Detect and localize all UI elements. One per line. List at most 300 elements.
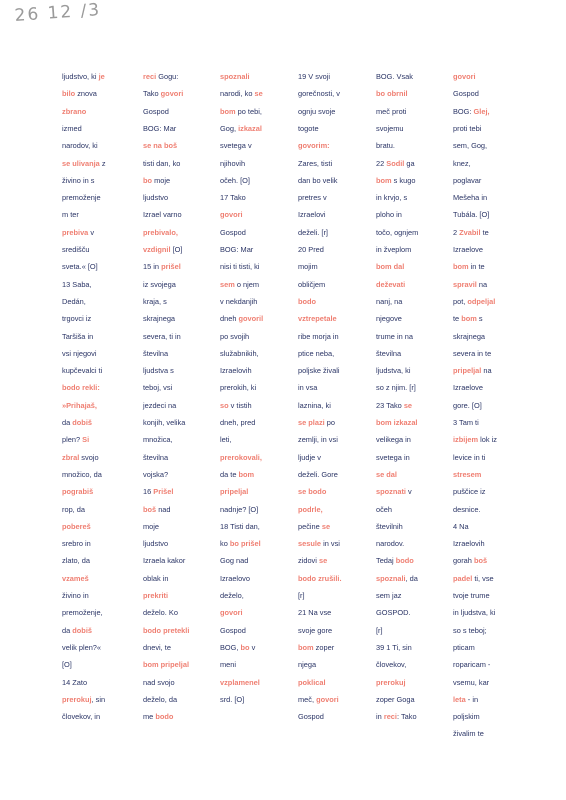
text-line	[62, 141, 98, 150]
word: sem jaz	[376, 591, 402, 600]
text-line	[143, 418, 185, 427]
word: BOG: Mar	[143, 123, 177, 133]
text-line	[143, 591, 168, 600]
highlighted-word: bom dal	[376, 262, 405, 272]
text-line	[143, 401, 176, 410]
word: po	[324, 418, 335, 427]
word: Gogu:	[156, 72, 179, 81]
word: svoje gore	[298, 625, 333, 635]
word: Izrael varno	[143, 210, 182, 220]
word: človekov, in	[62, 712, 101, 722]
word: v	[249, 642, 256, 652]
highlighted-word: Zvabil	[459, 227, 481, 237]
text-line	[453, 660, 490, 669]
word: deželo,	[220, 591, 244, 600]
text-line	[143, 660, 189, 669]
text-line	[453, 729, 484, 738]
word: številna	[143, 348, 169, 358]
word: velik plen?«	[62, 642, 102, 652]
text-line	[453, 505, 481, 514]
word: Gog nad	[220, 556, 249, 566]
text-line	[453, 539, 485, 548]
text-line	[298, 712, 324, 721]
text-line	[220, 245, 253, 254]
text-line	[453, 695, 478, 704]
word: njega	[298, 660, 317, 670]
word: moje	[152, 175, 171, 185]
text-line	[376, 591, 401, 600]
word: o njem	[234, 279, 260, 289]
word: Izraelovo	[220, 573, 250, 583]
highlighted-word: bom	[220, 106, 236, 116]
text-line	[376, 660, 406, 669]
word: pečine	[298, 521, 322, 531]
highlighted-word: leta	[453, 694, 466, 704]
highlighted-word: bo	[240, 642, 250, 652]
text-line	[298, 176, 337, 185]
word: pot,	[453, 296, 468, 306]
text-line	[453, 314, 483, 323]
word: levice in ti	[453, 452, 486, 462]
text-line	[143, 695, 177, 704]
highlighted-word: vzdignil	[143, 245, 171, 254]
highlighted-word: stresem	[453, 469, 482, 479]
word: meč proti	[376, 106, 407, 116]
text-line	[143, 574, 168, 583]
text-line	[376, 626, 383, 635]
text-line	[220, 383, 256, 392]
word: te	[453, 314, 462, 324]
text-line	[376, 401, 412, 410]
word: s	[476, 314, 483, 324]
text-line	[220, 505, 258, 514]
highlighted-word: spoznali	[220, 72, 250, 81]
text-line	[143, 89, 183, 98]
text-line	[453, 678, 489, 687]
word: ljudje v	[298, 452, 322, 462]
word: pticam	[453, 642, 475, 652]
word: in krvjo, s	[376, 193, 408, 203]
word: gorah	[453, 556, 474, 566]
text-line	[298, 141, 330, 150]
highlighted-word: se	[318, 556, 328, 566]
highlighted-word: pripeljal	[453, 366, 482, 376]
word: Izraelove	[453, 245, 483, 254]
word: ognju svoje	[298, 106, 336, 116]
word: me	[143, 712, 156, 722]
text-line	[62, 626, 92, 635]
word: da	[62, 625, 73, 635]
word: nanj, na	[376, 296, 403, 306]
word: [r]	[376, 625, 383, 635]
word: - in	[465, 694, 479, 704]
word: po svojih	[220, 331, 250, 341]
highlighted-word: bom pripeljal	[143, 660, 189, 670]
highlighted-word: »Prihajaš,	[62, 400, 97, 410]
word: tisti dan, ko	[143, 158, 181, 168]
word: očeh. [O]	[220, 175, 250, 185]
word: zoper	[313, 642, 335, 652]
text-line	[376, 712, 417, 721]
word: 4 Na	[453, 521, 469, 531]
text-line	[62, 245, 90, 254]
word: premoženje	[62, 193, 101, 203]
text-line	[376, 643, 412, 652]
word: nadnje? [O]	[220, 504, 259, 514]
text-line	[376, 297, 402, 306]
word: skrajnega	[453, 331, 486, 341]
word: svojemu	[376, 123, 404, 133]
highlighted-word: zbral	[62, 452, 80, 462]
text-line	[220, 418, 255, 427]
text-line	[376, 210, 402, 219]
text-line	[376, 245, 411, 254]
highlighted-word: prišel	[161, 262, 181, 272]
word: ribe morja in	[298, 331, 339, 341]
text-line	[62, 262, 98, 271]
word: BOG:	[453, 106, 474, 116]
text-line	[143, 262, 181, 271]
word: 2	[453, 227, 460, 237]
text-line	[143, 176, 170, 185]
word: Gospod	[453, 89, 479, 99]
word: narodov, ki	[62, 141, 98, 151]
text-line	[376, 470, 397, 479]
highlighted-word: se dal	[376, 469, 397, 479]
word: poljskim	[453, 712, 480, 722]
word: laznina, ki	[298, 400, 331, 410]
text-line	[62, 539, 91, 548]
word: [r]	[298, 591, 305, 600]
word: 13 Saba,	[62, 279, 92, 289]
text-line	[220, 349, 259, 358]
word: vsi njegovi	[62, 348, 97, 358]
highlighted-word: se	[321, 521, 331, 531]
word: BOG. Vsak	[376, 72, 413, 81]
text-line	[220, 660, 236, 669]
text-line	[298, 228, 328, 237]
highlighted-word: govori	[220, 210, 243, 220]
word: s kugo	[391, 175, 416, 185]
word: proti tebi	[453, 123, 482, 133]
word: da	[62, 418, 73, 427]
text-line	[453, 107, 490, 116]
highlighted-word: vzameš	[62, 573, 89, 583]
text-line	[143, 505, 171, 514]
highlighted-word: zbrano	[62, 106, 87, 116]
word: trume in na	[376, 331, 413, 341]
highlighted-word: se ulivanja	[62, 158, 100, 168]
word: teboj, vsi	[143, 383, 173, 393]
text-line	[376, 435, 411, 444]
word: očeh	[376, 504, 393, 514]
word: in vsa	[298, 383, 318, 393]
highlighted-word: Si	[82, 435, 90, 445]
word: poglavar	[453, 175, 482, 185]
text-line	[220, 314, 263, 323]
text-line	[376, 695, 415, 704]
highlighted-word: deževati	[376, 279, 406, 289]
word: Zares, tisti	[298, 158, 333, 168]
text-line	[220, 435, 232, 444]
text-line	[376, 522, 403, 531]
text-line	[220, 280, 259, 289]
text-line	[453, 487, 485, 496]
word: v	[405, 487, 412, 497]
highlighted-word: sem	[220, 279, 235, 289]
text-line	[220, 297, 257, 306]
text-line	[143, 366, 174, 375]
word: bratu.	[376, 141, 395, 151]
text-line	[62, 72, 105, 81]
text-line	[376, 332, 413, 341]
text-line	[220, 89, 263, 98]
highlighted-word: boš	[473, 556, 488, 566]
highlighted-word: prerokovali,	[220, 452, 262, 462]
text-line	[143, 193, 168, 202]
highlighted-word: vztrepetale	[298, 314, 337, 324]
word: dnevi, te	[143, 642, 171, 652]
word: 39 1 Ti, sin	[376, 642, 412, 652]
word: Mešeha in	[453, 193, 488, 203]
word: obličjem	[298, 279, 326, 289]
highlighted-word: govoril	[238, 314, 264, 324]
word: njihovih	[220, 158, 246, 168]
highlighted-word: padel	[453, 573, 473, 583]
word: množica,	[143, 435, 173, 445]
word: Tako	[143, 89, 161, 99]
word: konjih, velika	[143, 418, 186, 427]
word: svojo	[79, 452, 99, 462]
word: njegove	[376, 314, 402, 324]
word: leti,	[220, 435, 232, 445]
word: meni	[220, 660, 237, 670]
highlighted-word: dobiš	[72, 625, 92, 635]
word: Izraelovi	[298, 210, 326, 220]
text-line	[143, 107, 169, 116]
text-line	[298, 280, 325, 289]
word: [O]	[170, 245, 183, 254]
word: mojim	[298, 262, 318, 272]
text-line	[298, 435, 338, 444]
text-line	[62, 678, 87, 687]
text-line	[220, 141, 252, 150]
highlighted-word: prerokuj	[376, 677, 406, 687]
word: premoženje,	[62, 608, 103, 618]
highlighted-word: sesule	[298, 539, 322, 549]
text-line	[62, 280, 92, 289]
highlighted-word: se	[254, 89, 263, 99]
text-line	[376, 678, 406, 687]
text-line	[453, 210, 489, 219]
word: točo, ognjem	[376, 227, 419, 237]
text-line	[376, 193, 407, 202]
text-line	[453, 280, 487, 289]
highlighted-word: govori	[453, 72, 476, 81]
text-line	[143, 539, 168, 548]
highlighted-word: Sodil	[386, 158, 405, 168]
word: Gospod	[220, 227, 246, 237]
text-line	[376, 487, 412, 496]
text-line	[143, 608, 178, 617]
text-line	[453, 176, 481, 185]
text-line	[143, 159, 180, 168]
text-line	[376, 556, 414, 565]
word: m ter	[62, 210, 79, 220]
text-line	[298, 193, 327, 202]
word: vojska?	[143, 469, 169, 479]
word: pretres v	[298, 193, 327, 203]
text-line	[143, 435, 173, 444]
highlighted-word: izbijem	[453, 435, 479, 445]
text-line	[376, 141, 395, 150]
text-line	[62, 591, 89, 600]
text-line	[143, 314, 175, 323]
word: puščice iz	[453, 487, 486, 497]
word: in vsi	[321, 539, 340, 549]
text-line	[298, 539, 340, 548]
text-line	[453, 245, 483, 254]
text-line	[62, 487, 93, 496]
text-line	[220, 193, 246, 202]
highlighted-word: govori	[220, 608, 243, 618]
text-line	[298, 124, 319, 133]
word: 21 Na vse	[298, 608, 332, 618]
word: Gospod	[220, 625, 246, 635]
text-line	[298, 383, 317, 392]
highlighted-word: Glej,	[473, 106, 490, 116]
text-line	[143, 643, 171, 652]
text-line	[298, 332, 339, 341]
word: znova	[75, 89, 97, 99]
text-line	[298, 366, 340, 375]
text-line	[143, 453, 168, 462]
text-line	[62, 712, 100, 721]
word: plen?	[62, 435, 83, 445]
word: dneh	[220, 314, 239, 324]
text-line	[298, 660, 316, 669]
text-line	[220, 228, 246, 237]
text-line	[220, 262, 259, 271]
word: nad svojo	[143, 677, 175, 687]
word: številna	[143, 452, 169, 462]
highlighted-word: prekriti	[143, 591, 169, 600]
text-line	[62, 608, 103, 617]
text-line	[376, 228, 418, 237]
word: 3 Tam ti	[453, 418, 479, 427]
text-line	[453, 228, 489, 237]
word: z	[99, 158, 106, 168]
text-line	[220, 176, 250, 185]
word: številna	[376, 348, 402, 358]
highlighted-word: odpeljal	[467, 296, 496, 306]
word: središču	[62, 245, 90, 254]
word: ljudstvo	[143, 193, 169, 203]
word: deželi. [r]	[298, 227, 328, 237]
word: Dedán,	[62, 296, 86, 306]
highlighted-word: bilo	[62, 89, 76, 99]
text-line	[62, 297, 86, 306]
text-line	[62, 176, 94, 185]
word: ga	[404, 158, 415, 168]
word: gore. [O]	[453, 400, 482, 410]
text-line	[453, 401, 482, 410]
text-line	[453, 556, 487, 565]
word: desnice.	[453, 504, 481, 514]
highlighted-word: govorim:	[298, 141, 330, 151]
text-line	[62, 574, 89, 583]
word: 15 in	[143, 262, 162, 272]
word: kupčevalci ti	[62, 366, 103, 376]
word: po tebi,	[235, 106, 262, 116]
text-line	[143, 487, 173, 496]
word: tvoje trume	[453, 591, 490, 600]
word: jezdeci na	[143, 400, 177, 410]
text-line	[62, 228, 94, 237]
text-line	[62, 159, 106, 168]
text-line	[376, 89, 408, 98]
word: živino in s	[62, 175, 95, 185]
word: 17 Tako	[220, 193, 246, 203]
text-line	[143, 245, 182, 254]
word: togote	[298, 123, 319, 133]
word: ljudstva, ki	[376, 366, 411, 376]
text-line	[453, 470, 481, 479]
highlighted-word: govori	[316, 694, 339, 704]
text-line	[143, 383, 172, 392]
word: 16	[143, 487, 154, 497]
text-line	[298, 72, 330, 81]
text-line	[453, 643, 475, 652]
text-line	[62, 453, 99, 462]
text-line	[62, 643, 101, 652]
text-line	[453, 349, 491, 358]
word: Taršiša in	[62, 331, 94, 341]
text-line	[453, 522, 469, 531]
word: ti, vse	[472, 573, 494, 583]
text-line	[453, 297, 495, 306]
text-line	[62, 418, 92, 427]
text-line	[143, 556, 185, 565]
word: poljske živali	[298, 366, 340, 376]
text-line	[220, 401, 252, 410]
text-line	[143, 678, 175, 687]
word: , sin	[91, 694, 106, 704]
word: ljudstvo, ki	[62, 72, 99, 81]
text-line	[453, 435, 497, 444]
word: moje	[143, 521, 160, 531]
word: dan bo velik	[298, 175, 338, 185]
word: Izraelovih	[220, 366, 252, 376]
highlighted-word: je	[98, 72, 105, 81]
word: ko	[220, 539, 230, 549]
text-line	[453, 418, 479, 427]
word: BOG: Mar	[220, 245, 254, 254]
highlighted-word: boš	[143, 504, 157, 514]
text-line	[220, 124, 262, 133]
text-line	[376, 314, 402, 323]
word: sem, Gog,	[453, 141, 488, 151]
word: da te	[220, 469, 239, 479]
text-line	[453, 453, 485, 462]
highlighted-word: izkazal	[238, 123, 262, 133]
text-line	[143, 124, 176, 133]
highlighted-word: pograbiš	[62, 487, 94, 497]
text-line	[376, 262, 404, 271]
text-line	[298, 487, 326, 496]
word: v tistih	[228, 400, 252, 410]
word: in	[376, 712, 384, 722]
